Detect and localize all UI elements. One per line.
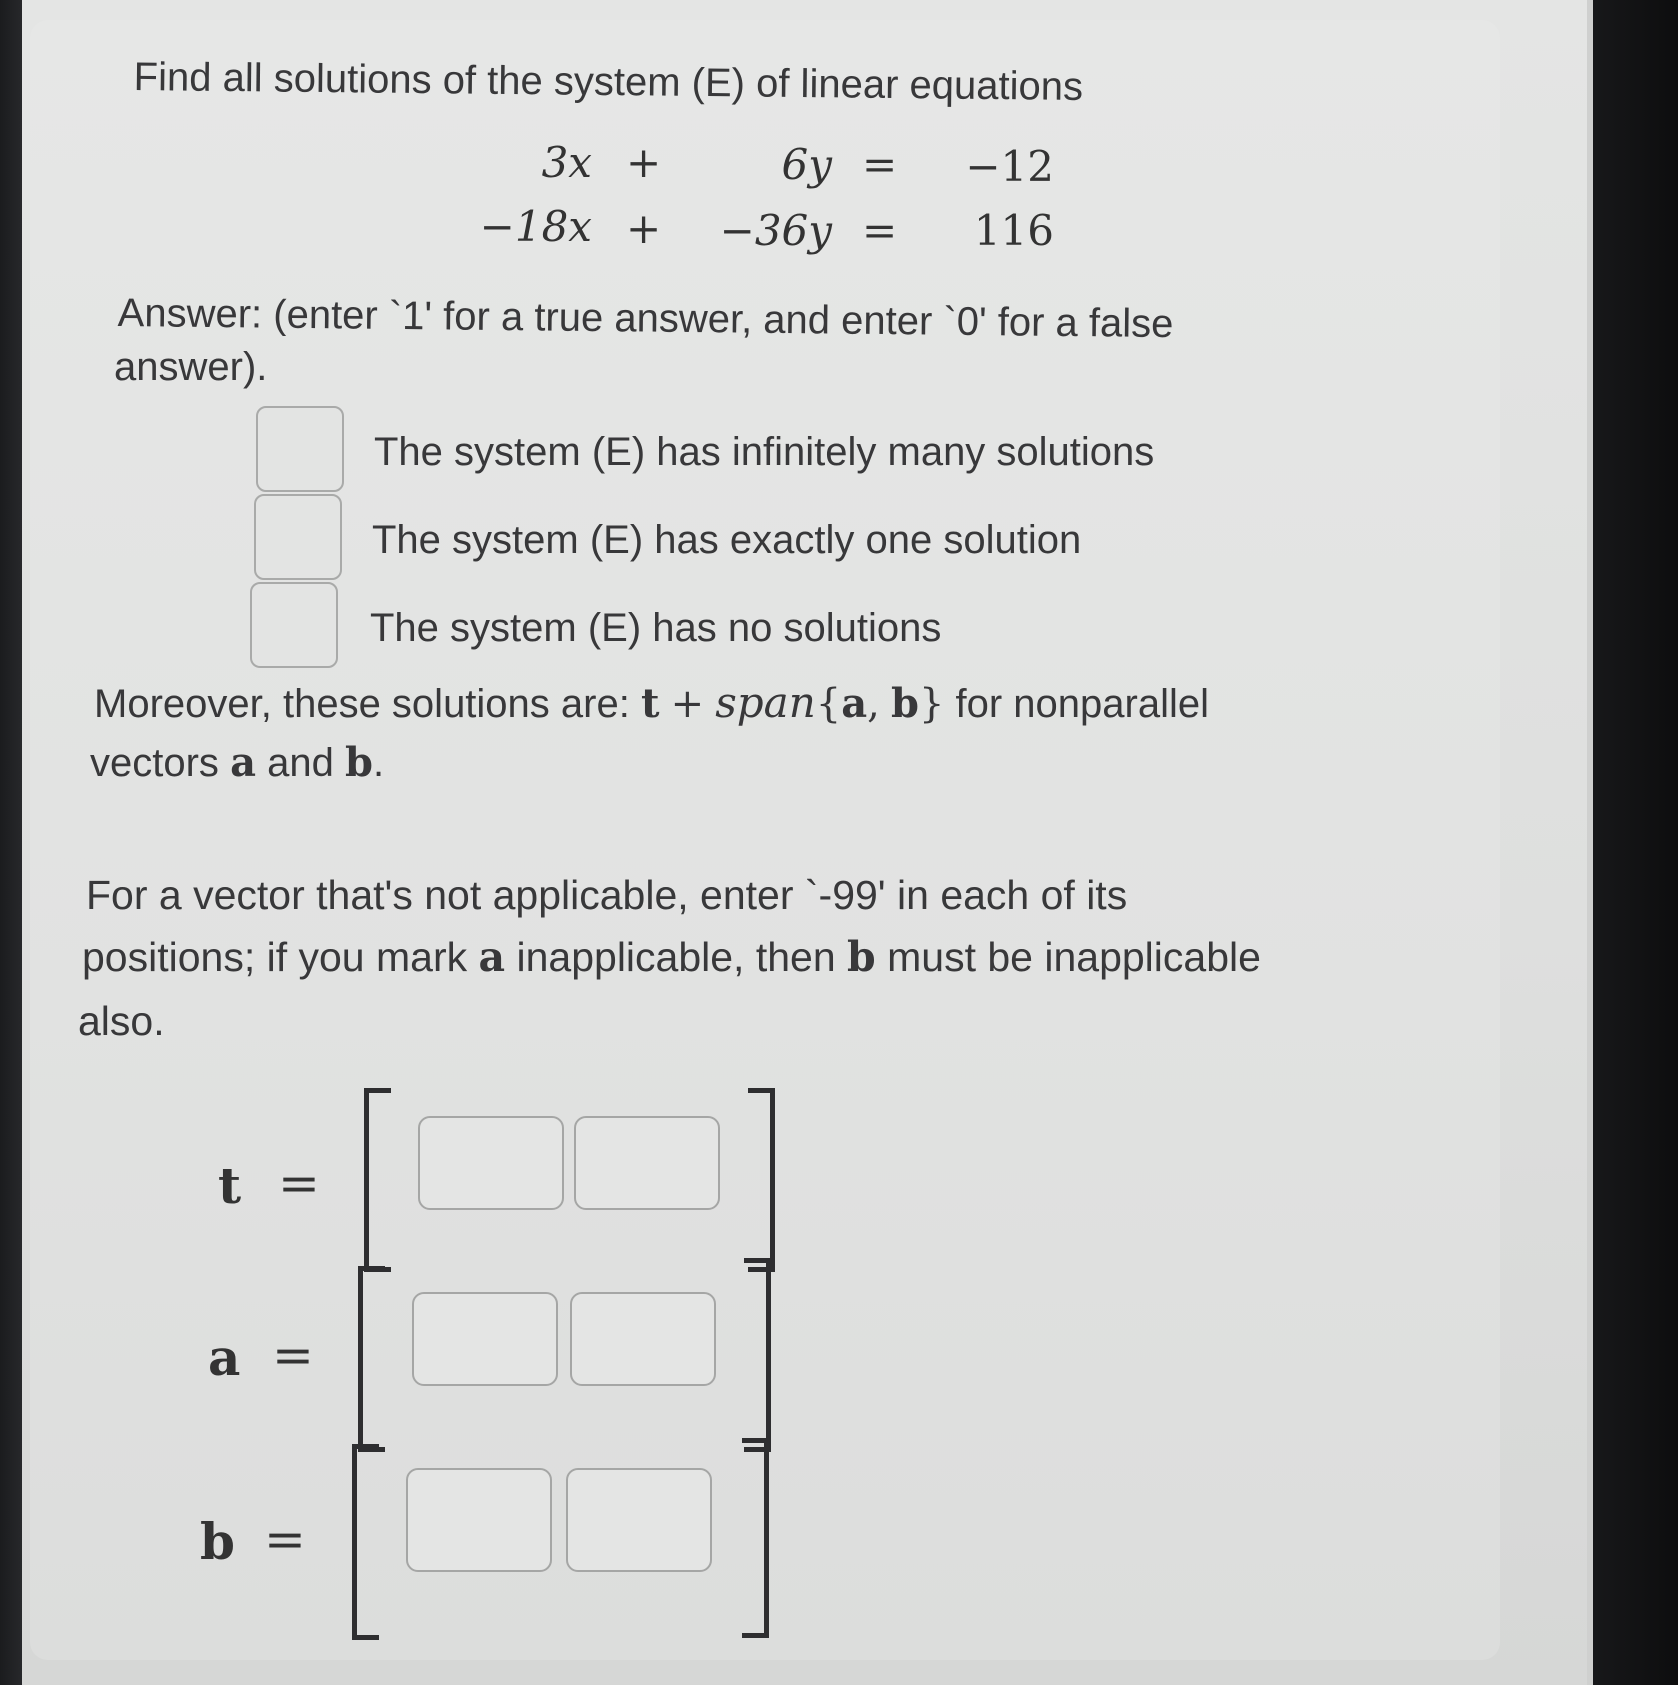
moreover-b: b <box>890 680 919 727</box>
moreover-period: . <box>372 741 385 785</box>
vector-b-entry-2[interactable] <box>566 1468 712 1572</box>
choice-exactly-one-input[interactable] <box>254 494 342 580</box>
eq1-lhs2: 6y <box>781 140 832 189</box>
vector-t-left-bracket <box>364 1088 391 1272</box>
instructions-line3: also. <box>78 998 165 1044</box>
vector-a-entry-2[interactable] <box>570 1292 716 1386</box>
instructions-b: b <box>847 933 876 981</box>
question-title: Find all solutions of the system (E) of linear equations <box>133 54 1084 109</box>
instructions-line2 <box>82 926 1261 988</box>
vector-t-eq: = <box>278 1154 320 1212</box>
vector-a-left-bracket <box>358 1266 385 1452</box>
moreover-line2-and: and <box>267 741 334 785</box>
eq1-op: + <box>626 138 662 187</box>
vector-b-left-bracket <box>352 1444 379 1640</box>
eq1-eq: = <box>862 140 898 189</box>
vector-b-label: b <box>200 1512 235 1571</box>
vector-a-entry-1[interactable] <box>412 1292 558 1386</box>
eq2-eq: = <box>862 206 898 255</box>
choice-infinitely-many-label: The system (E) has infinitely many solutions <box>374 430 1155 474</box>
vector-a-eq: = <box>272 1326 314 1384</box>
vector-t-entry-2[interactable] <box>574 1116 720 1210</box>
vector-b-eq: = <box>264 1510 306 1568</box>
moreover-line1 <box>94 672 1209 735</box>
vector-t-label: t <box>218 1156 242 1215</box>
vector-a-label: a <box>208 1328 241 1387</box>
vector-t-right-bracket <box>748 1088 775 1272</box>
instructions-line1: For a vector that's not applicable, enter `-99' in each of its <box>86 872 1128 918</box>
moreover-line2-prefix: vectors <box>90 741 219 785</box>
instructions-line2-suffix: must be inapplicable <box>887 934 1261 980</box>
eq2-lhs2: −36y <box>719 206 832 255</box>
eq2-op: + <box>626 204 662 253</box>
moreover-line2 <box>90 732 384 794</box>
vector-t-entry-1[interactable] <box>418 1116 564 1210</box>
device-screen <box>22 0 1593 1685</box>
moreover-span: span <box>715 678 816 727</box>
vector-a-right-bracket <box>744 1258 771 1452</box>
choice-exactly-one-label: The system (E) has exactly one solution <box>372 518 1082 562</box>
answer-prompt-line1: Answer: (enter `1' for a true answer, and enter `0' for a false <box>117 290 1174 347</box>
vector-b-right-bracket <box>742 1438 769 1638</box>
moreover-line2-a: a <box>230 739 256 786</box>
moreover-suffix: for nonparallel <box>955 682 1210 726</box>
moreover-t: t <box>640 680 660 727</box>
moreover-lbrace: { <box>815 681 842 727</box>
moreover-plus: + <box>670 681 705 727</box>
choice-no-solutions-label: The system (E) has no solutions <box>370 606 942 650</box>
moreover-a: a <box>841 680 868 727</box>
vector-b-entry-1[interactable] <box>406 1468 552 1572</box>
choice-no-solutions-input[interactable] <box>250 582 338 668</box>
instructions-line2-mid: inapplicable, then <box>516 934 836 980</box>
moreover-prefix: Moreover, these solutions are: <box>94 682 630 726</box>
choice-infinitely-many-input[interactable] <box>256 406 344 492</box>
moreover-rbrace: } <box>918 681 945 727</box>
moreover-line2-b: b <box>344 739 373 786</box>
eq2-lhs1: −18x <box>479 202 592 251</box>
instructions-a: a <box>478 933 506 981</box>
instructions-line2-prefix: positions; if you mark <box>82 934 468 980</box>
eq1-rhs: −12 <box>965 142 1054 191</box>
answer-prompt-line2: answer). <box>114 345 268 389</box>
moreover-comma: , <box>867 681 880 727</box>
eq1-lhs1: 3x <box>541 138 592 187</box>
question-panel <box>30 20 1500 1660</box>
eq2-rhs: 116 <box>973 206 1054 255</box>
